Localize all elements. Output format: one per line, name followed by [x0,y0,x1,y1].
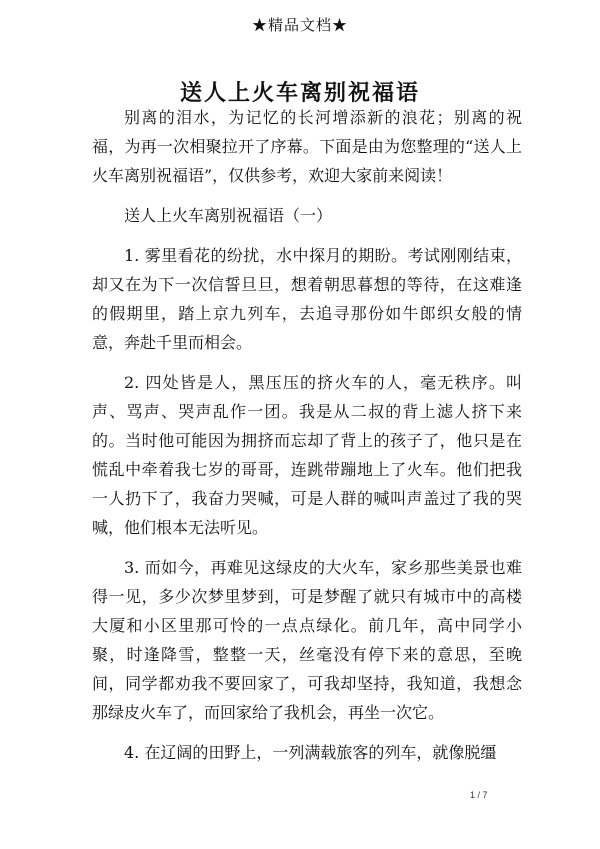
paragraph-1: 1. 雾里看花的纷扰，水中探月的期盼。考试刚刚结束，却又在为下一次信誓旦旦，想着朝思暮想的等待，在这难逢的假期里，踏上京九列车，去追寻那份如牛郎织女般的情意，奔赴千里而相会。 [92,246,522,352]
document-body [92,103,522,778]
header-banner: ★精品文档★ [251,16,348,34]
intro-paragraph: 别离的泪水，为记忆的长河增添新的浪花；别离的祝福，为再一次相聚拉开了序幕。下面是由为您整理的“送人上火车离别祝福语”，仅供参考，欢迎大家前来阅读！ [92,108,522,185]
paragraph-3: 3. 而如今，再难见这绿皮的大火车，家乡那些美景也难得一见，多少次梦里梦到，可是梦醒了就只有城市中的高楼大厦和小区里那可怜的一点点绿化。前几年，高中同学小聚，时逢降雪，整整一天，丝毫没有停下来的意思，至晚间，同学都劝我不要回家了，可我却坚持，我知道，我想念那绿皮火车了，而回家给了我机会，再坐一次它。 [92,558,522,722]
paragraph-2: 2. 四处皆是人，黑压压的挤火车的人，毫无秩序。叫声、骂声、哭声乱作一团。我是从二叔的背上滤人挤下来的。当时他可能因为拥挤而忘却了背上的孩子了，他只是在慌乱中牵着我七岁的哥哥，连跳带蹦地上了火车。他们把我一人扔下了，我奋力哭喊，可是人群的喊叫声盖过了我的哭喊，他们根本无法听见。 [92,373,522,537]
document-title: 送人上火车离别祝福语 [179,80,420,106]
page-number: 1 / 7 [470,790,488,800]
section-subheading: 送人上火车离别祝福语（一） [124,206,333,225]
paragraph-4: 4. 在辽阔的田野上，一列满载旅客的列车，就像脱缰 [124,743,497,762]
